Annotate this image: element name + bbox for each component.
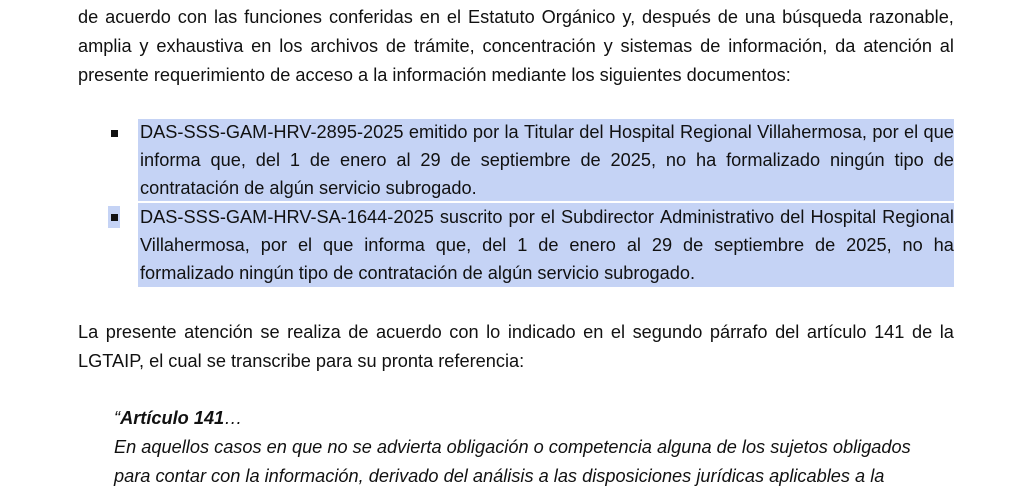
quote-line-2: para contar con la información, derivado del análisis a las disposiciones jurídicas aplicables a la <box>114 466 885 486</box>
bullet-1-line-3[interactable]: contratación de algún servicio subrogado. <box>140 178 477 198</box>
attention-line-1: La presente atención se realiza de acuerdo con lo indicado en el segundo párrafo del artículo 141 de la <box>78 322 954 342</box>
intro-line-1: de acuerdo con las funciones conferidas en el Estatuto Orgánico y, después de una búsqueda razonable, <box>78 7 954 27</box>
intro-line-3: presente requerimiento de acceso a la información mediante los siguientes documentos: <box>78 65 791 85</box>
bullet-2-line-1[interactable]: DAS-SSS-GAM-HRV-SA-1644-2025 suscrito por el Subdirector Administrativo del Hospital Regional <box>140 207 954 227</box>
quote-line-1: En aquellos casos en que no se advierta obligación o competencia alguna de los sujetos obligados <box>114 437 911 457</box>
bullet-marker-2 <box>111 214 118 221</box>
bullet-2-line-3[interactable]: formalizado ningún tipo de contratación de algún servicio subrogado. <box>140 263 696 283</box>
quote-article-title: Artículo 141 <box>120 408 225 428</box>
bullet-1-line-2[interactable]: informa que, del 1 de enero al 29 de septiembre de 2025, no ha formalizado ningún tipo de <box>140 150 954 170</box>
bullet-1-line-1[interactable]: DAS-SSS-GAM-HRV-2895-2025 emitido por la Titular del Hospital Regional Villahermosa, por el que <box>140 122 954 142</box>
quote-open-mark: “ <box>114 408 121 428</box>
quote-heading <box>114 405 242 432</box>
bullet-marker-1 <box>111 130 118 137</box>
bullet-2-line-2[interactable]: Villahermosa, por el que informa que, del 1 de enero al 29 de septiembre de 2025, no ha <box>140 235 954 255</box>
attention-line-2: LGTAIP, el cual se transcribe para su pronta referencia: <box>78 351 525 371</box>
intro-line-2: amplia y exhaustiva en los archivos de trámite, concentración y sistemas de información, da atención al <box>78 36 954 56</box>
quote-ellipsis: … <box>224 408 243 428</box>
